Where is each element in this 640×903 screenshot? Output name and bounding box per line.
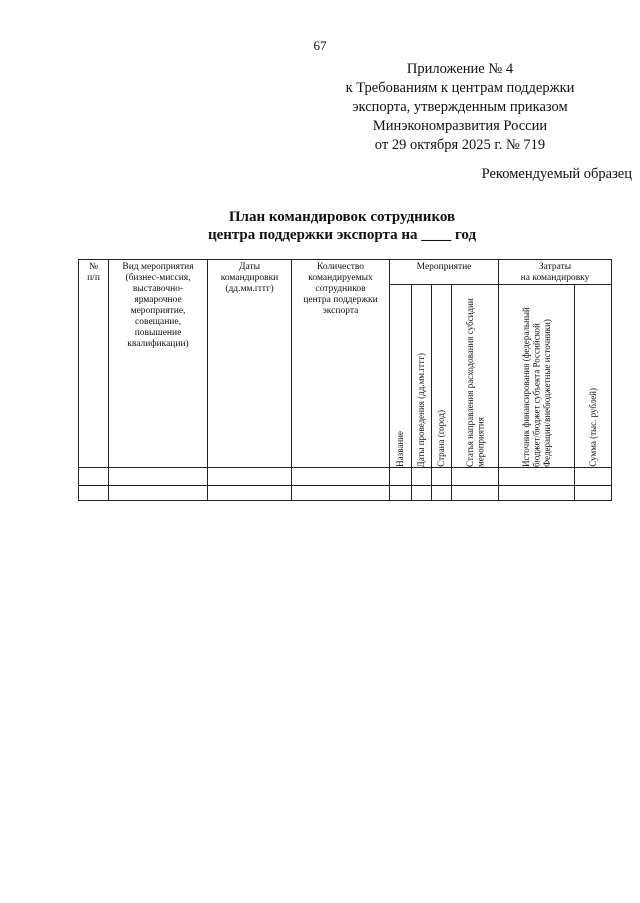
table-cell (208, 486, 292, 501)
table-cell (390, 486, 412, 501)
appendix-line: от 29 октября 2025 г. № 719 (374, 137, 546, 153)
appendix-line: Приложение № 4 (406, 61, 514, 77)
subheader-event-dates-text: Даты проведения (дд.мм.гггг) (416, 352, 427, 467)
header-trip-dates-text: Даты командировки (дд.мм.гггг) (220, 262, 279, 294)
appendix-block (330, 60, 590, 155)
subheader-funding-source (499, 285, 575, 468)
table-cell (432, 468, 452, 486)
subheader-funding-source-text: Источник финансирования (федеральный бюджет/бюджет субъекта Российской Федерации/внебюджетные источники) (520, 307, 552, 467)
header-costs-group-text: Затраты на командировку (520, 262, 590, 283)
title-line-2: центра поддержки экспорта на ____ год (207, 227, 477, 243)
appendix-line: Минэкономразвития России (372, 118, 548, 134)
header-event-type-text: Вид мероприятия (бизнес-миссия, выставочно- ярмарочное мероприятие, совещание, повышение квалификации) (122, 262, 194, 349)
table-row (79, 486, 612, 501)
page-number: 67 (313, 38, 327, 53)
subheader-event-name-text: Название (395, 431, 406, 467)
header-event-group (390, 260, 499, 285)
header-staff-count-text: Количество командируемых сотрудников центра поддержки экспорта (303, 262, 378, 316)
subheader-event-dates (412, 285, 432, 468)
header-costs-group (499, 260, 612, 285)
appendix-line: к Требованиям к центрам поддержки (345, 80, 575, 96)
header-event-group-text: Мероприятие (416, 262, 472, 272)
table-cell (575, 468, 612, 486)
table-cell (575, 486, 612, 501)
subheader-amount (575, 285, 612, 468)
table-cell (79, 486, 109, 501)
subheader-country-city-text: Страна (город) (436, 410, 447, 467)
table-cell (292, 468, 390, 486)
subheader-event-name (390, 285, 412, 468)
subheader-country-city (432, 285, 452, 468)
subheader-amount-text: Сумма (тыс. рублей) (587, 388, 598, 467)
table-cell (109, 468, 208, 486)
table-cell (412, 468, 432, 486)
business-trip-plan-table (78, 259, 612, 501)
subheader-subsidy-article (452, 285, 499, 468)
document-title (180, 208, 504, 244)
header-trip-dates (208, 260, 292, 468)
header-staff-count (292, 260, 390, 468)
table-cell (432, 486, 452, 501)
table-row (79, 468, 612, 486)
table-cell (292, 486, 390, 501)
recommended-sample-label: Рекомендуемый образец (481, 166, 632, 182)
table-cell (452, 486, 499, 501)
table-cell (109, 486, 208, 501)
header-event-type (109, 260, 208, 468)
table-cell (412, 486, 432, 501)
table-cell (452, 468, 499, 486)
table-cell (79, 468, 109, 486)
table-cell (499, 468, 575, 486)
header-num (79, 260, 109, 468)
subheader-subsidy-article-text: Статья направления расходования субсидии мероприятия (464, 298, 486, 467)
title-line-1: План командировок сотрудников (228, 209, 456, 225)
appendix-line: экспорта, утвержденным приказом (352, 99, 568, 115)
table-cell (390, 468, 412, 486)
table-cell (499, 486, 575, 501)
table-cell (208, 468, 292, 486)
header-num-text: № п/п (87, 262, 100, 283)
